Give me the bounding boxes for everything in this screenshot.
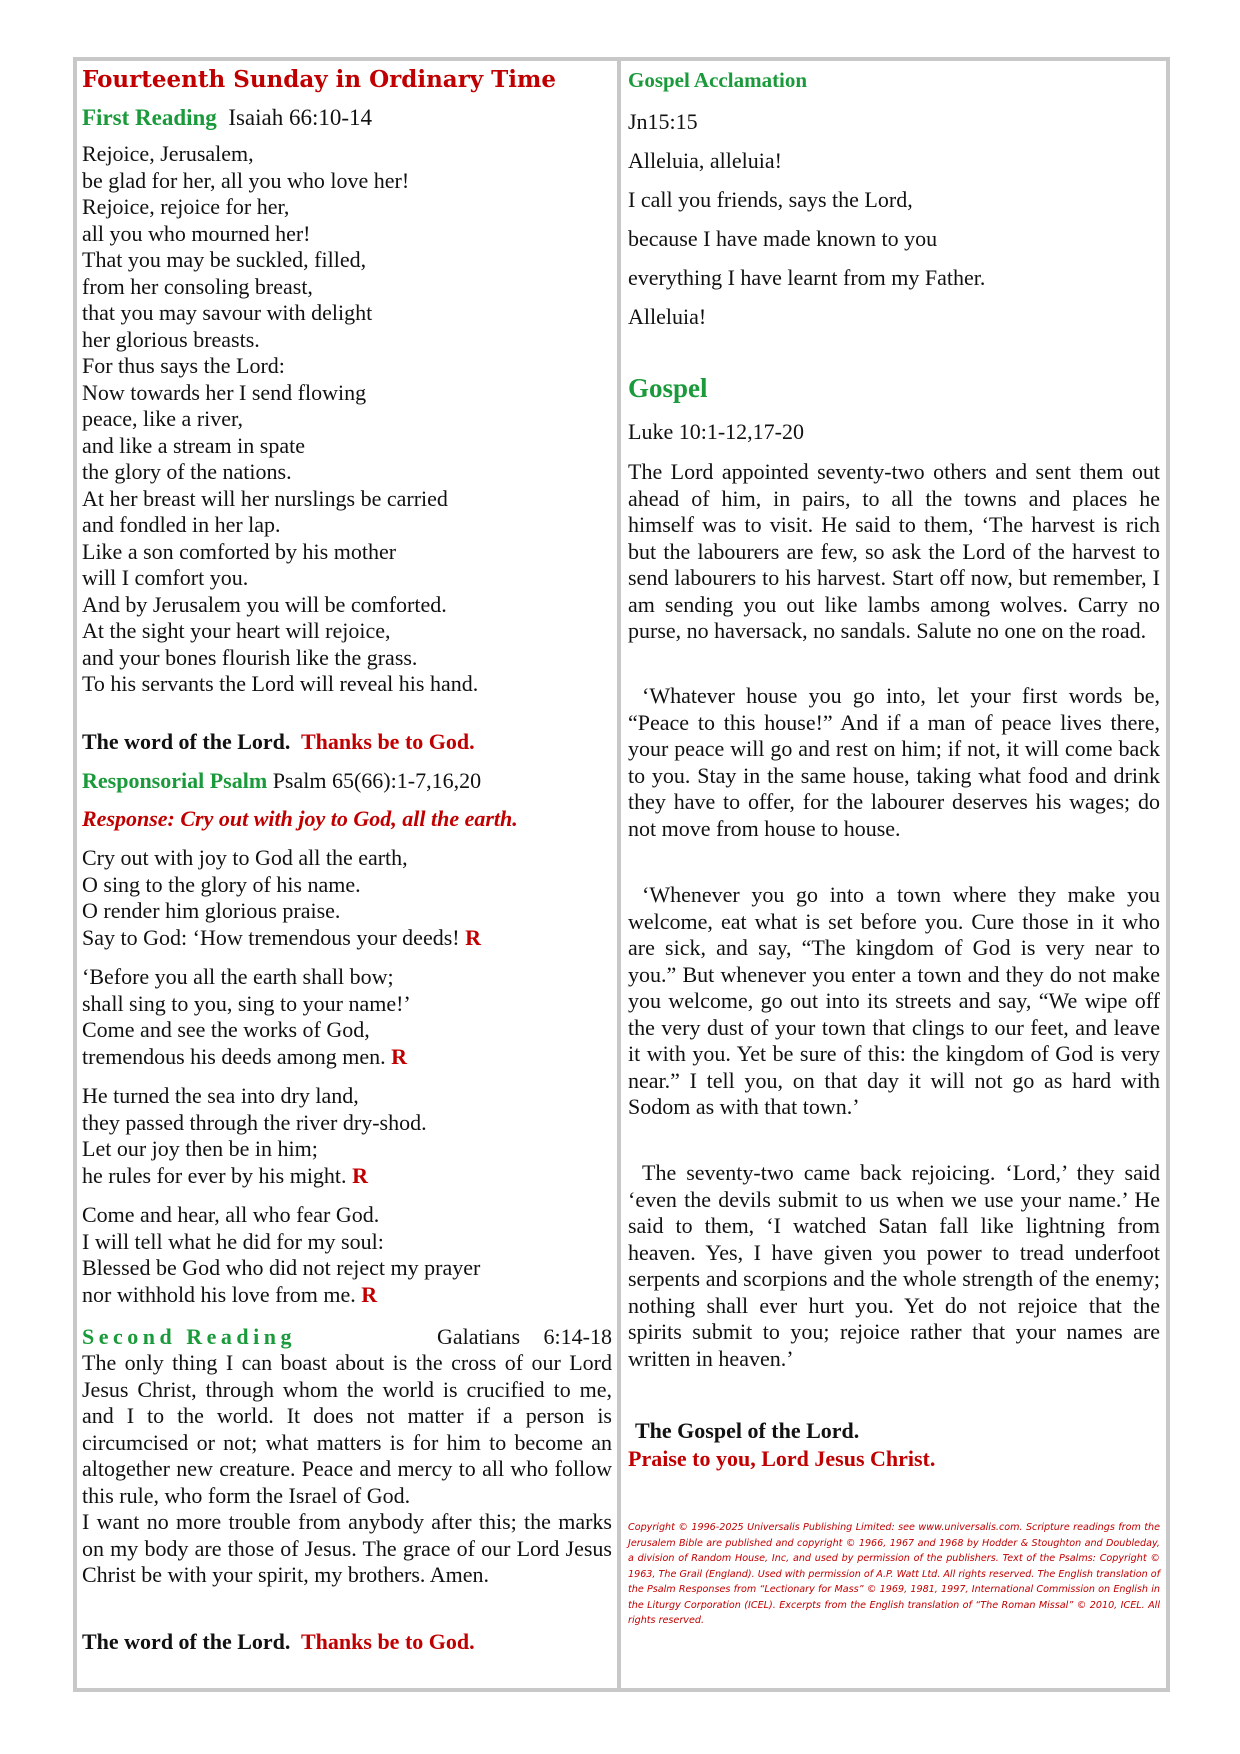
verse-line: and your bones flourish like the grass. [82, 644, 418, 670]
verse-line: At her breast will her nurslings be carried [82, 485, 448, 511]
thanks-be-to-god: Thanks be to God. [301, 1629, 475, 1654]
verse-line: that you may savour with delight [82, 300, 373, 325]
verse-line: nor withhold his love from me. [82, 1281, 356, 1307]
copyright-notice: Copyright © 1996-2025 Universalis Publishing Limited: see www.universalis.com. Scripture readings from the Jerusalem Bible are published and copyright © 1966, 1967 and 1968 by Hodder & Stoughton and Doubleday, a division of Random House, Inc, and used by permission of the publishers. Text of the Psalms: Copyright © 1963, The Grail (England). Used with permission of A.P. Watt Ltd. All rights reserved. The English translation of the Psalm Responses from “Lectionary for Mass” © 1969, 1981, 1997, International Commission on English in the Liturgy Corporation (ICEL). Excerpts from the English translation of “The Roman Missal” © 2010, ICEL. All rights reserved. [628, 1522, 1160, 1626]
gospel-para-3: ‘Whenever you go into a town where they make you welcome, eat what is set before you. Cure those in it who are sick, and say, “The kingdom of God is very near to you.” But whenever you enter a town and they do not make you welcome, go out into its streets and say, “We wipe off the very dust of your town that clings to our feet, and leave it with you. Yet be sure of this: the kingdom of God is very near.” I tell you, on that day it will not go as hard with Sodom as with that town.’ [628, 882, 1160, 1119]
first-reading-heading [82, 105, 372, 131]
verse-line: be glad for her, all you who love her! [82, 167, 410, 193]
gospel-closing: The Gospel of the Lord. [635, 1418, 860, 1443]
psalm-label: Responsorial Psalm [82, 768, 268, 793]
verse-line: Rejoice, Jerusalem, [82, 141, 254, 166]
response-marker: R [352, 1162, 368, 1188]
verse-line: they passed through the river dry-shod. [82, 1109, 427, 1135]
gospel-ref: Luke 10:1-12,17-20 [628, 419, 804, 444]
acclamation-line: everything I have learnt from my Father. [628, 265, 986, 290]
psalm-response: Response: Cry out with joy to God, all the earth. [82, 806, 518, 831]
verse-line: Say to God: ‘How tremendous your deeds! [82, 924, 460, 950]
verse-line: Come and hear, all who fear God. [82, 1202, 380, 1227]
gospel-para-2: ‘Whatever house you go into, let your first words be, “Peace to this house!” And if a man of peace lives there, your peace will go and rest on him; if not, it will come back to you. Stay in the same house, taking what food and drink they have to offer, for the labourer deserves his wages; do not move from house to house. [628, 683, 1160, 841]
verse-line: I will tell what he did for my soul: [82, 1228, 384, 1254]
verse-line: For thus says the Lord: [82, 353, 285, 378]
response-marker: R [465, 924, 481, 950]
verse-line: her glorious breasts. [82, 326, 260, 352]
verse-line: Cry out with joy to God all the earth, [82, 845, 408, 870]
verse-line: all you who mourned her! [82, 220, 311, 246]
thanks-be-to-god: Thanks be to God. [301, 729, 475, 754]
second-reading-ref: Galatians 6:14-18 [436, 1324, 612, 1349]
word-of-lord: The word of the Lord. [82, 729, 291, 754]
verse-line: shall sing to you, sing to your name!’ [82, 990, 411, 1016]
gospel-response: Praise to you, Lord Jesus Christ. [628, 1446, 936, 1471]
first-reading-label: First Reading [82, 105, 217, 130]
verse-line: And by Jerusalem you will be comforted. [82, 591, 447, 617]
second-reading-heading [82, 1324, 612, 1350]
psalm-stanza-2 [82, 964, 411, 1070]
psalm-ref: Psalm 65(66):1-7,16,20 [272, 768, 482, 793]
psalm-heading [82, 768, 481, 794]
page-title: Fourteenth Sunday in Ordinary Time [82, 66, 557, 93]
verse-line: the glory of the nations. [82, 459, 292, 484]
verse-line: tremendous his deeds among men. [82, 1043, 386, 1069]
verse-line: Come and see the works of God, [82, 1017, 370, 1042]
verse-line: Rejoice, rejoice for her, [82, 194, 290, 219]
verse-line: O sing to the glory of his name. [82, 871, 361, 897]
verse-line: Let our joy then be in him; [82, 1136, 318, 1161]
column-divider [617, 57, 621, 1692]
verse-line: Blessed be God who did not reject my prayer [82, 1255, 481, 1280]
verse-line: peace, like a river, [82, 406, 243, 431]
verse-line: He turned the sea into dry land, [82, 1083, 359, 1108]
second-reading-label: Second Reading [82, 1324, 296, 1349]
first-reading-ref: Isaiah 66:10-14 [228, 105, 373, 130]
first-reading-text [82, 141, 478, 698]
gospel-heading: Gospel [628, 373, 708, 403]
psalm-stanza-3 [82, 1083, 427, 1189]
verse-line: and like a stream in spate [82, 432, 305, 458]
verse-line: To his servants the Lord will reveal his hand. [82, 671, 479, 696]
verse-line: That you may be suckled, filled, [82, 247, 367, 272]
acclamation-line: Alleluia! [628, 304, 707, 329]
word-of-lord: The word of the Lord. [82, 1629, 291, 1654]
acclamation-heading: Gospel Acclamation [628, 68, 808, 92]
verse-line: Now towards her I send flowing [82, 379, 367, 405]
verse-line: At the sight your heart will rejoice, [82, 618, 391, 643]
acclamation-line: because I have made known to you [628, 226, 938, 251]
verse-line: ‘Before you all the earth shall bow; [82, 964, 394, 989]
verse-line: he rules for ever by his might. [82, 1162, 347, 1188]
first-reading-conclusion [82, 729, 475, 755]
response-marker: R [361, 1281, 378, 1307]
verse-line: and fondled in her lap. [82, 512, 281, 537]
gospel-para-4: The seventy-two came back rejoicing. ‘Lord,’ they said ‘even the devils submit to us when we use your name.’ He said to them, ‘I watched Satan fall like lightning from heaven. Yes, I have given you power to tread underfoot serpents and scorpions and the whole strength of the enemy; nothing shall ever hurt you. Yet do not rejoice that the spirits submit to you; rejoice rather that your names are written in heaven.’ [628, 1160, 1160, 1371]
gospel-para-1: The Lord appointed seventy-two others and sent them out ahead of him, in pairs, to all the towns and places he himself was to visit. He said to them, ‘The harvest is rich but the labourers are few, so ask the Lord of the harvest to send labourers to his harvest. Start off now, but remember, I am sending you out like lambs among wolves. Carry no purse, no haversack, no sandals. Salute no one on the road. [628, 459, 1160, 643]
response-marker: R [391, 1043, 408, 1069]
acclamation-line: I call you friends, says the Lord, [628, 187, 913, 212]
second-reading-conclusion [82, 1629, 475, 1655]
second-reading-para-2: I want no more trouble from anybody after this; the marks on my body are those of Jesus. The grace of our Lord Jesus Christ be with your spirit, my brothers. Amen. [82, 1509, 612, 1587]
acclamation-ref: Jn15:15 [628, 109, 698, 134]
psalm-stanza-4 [82, 1202, 480, 1308]
verse-line: O render him glorious praise. [82, 898, 341, 923]
second-reading-para-1: The only thing I can boast about is the cross of our Lord Jesus Christ, through whom the world is crucified to me, and I to the world. It does not matter if a person is circumcised or not; what matters is for him to become an altogether new creature. Peace and mercy to all who follow this rule, who form the Israel of God. [82, 1350, 612, 1508]
verse-line: Like a son comforted by his mother [82, 538, 397, 564]
verse-line: from her consoling breast, [82, 273, 313, 299]
verse-line: will I comfort you. [82, 565, 249, 590]
psalm-stanza-1 [82, 845, 481, 951]
acclamation-line: Alleluia, alleluia! [628, 148, 782, 173]
